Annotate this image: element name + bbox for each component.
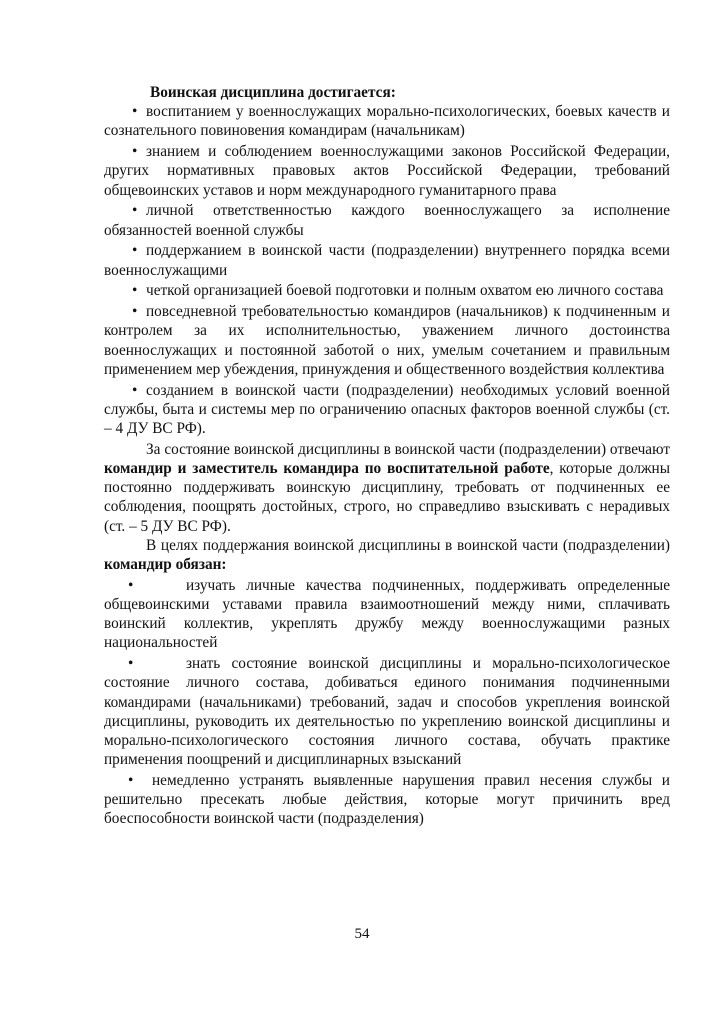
paragraph-commander-duties — [104, 536, 670, 574]
paragraph-bold-text: командир и заместитель командира по воспитательной работе — [104, 460, 550, 478]
paragraph-responsibility — [104, 440, 670, 536]
paragraph-text: , которые должны постоянно поддерживать воинскую дисциплину, требовать от подчиненных ее соблюдения, поощрять достойных, строго, но справедливо взыскивать с нерадивых (ст. – 5 ДУ ВС РФ). — [104, 460, 670, 535]
bullet-icon: • — [132, 381, 138, 399]
bullet-text: повседневной требовательностью командиров (начальников) к подчиненным и контролем за их исполнительностью, уважением личного достоинства военнослужащих и постоянной заботой о них, умелым сочетанием и правильным применением мер убеждения, принуждения и общественного воздействия коллектива — [104, 303, 670, 378]
bullet-item — [104, 576, 670, 653]
section-heading: Воинская дисциплина достигается: — [150, 84, 396, 101]
page-body — [104, 83, 670, 829]
bullet-icon: • — [132, 202, 138, 220]
bullet-icon: • — [132, 242, 138, 260]
bullet-item — [104, 654, 670, 769]
bullet-icon: • — [128, 655, 134, 673]
bullet-item — [104, 201, 670, 239]
bullet-item — [104, 102, 670, 140]
bullet-item — [104, 281, 670, 300]
bullet-text: личной ответственностью каждого военнослужащего за исполнение обязанностей военной службы — [104, 202, 670, 239]
paragraph-bold-text: командир обязан: — [104, 556, 227, 574]
bullet-icon: • — [132, 143, 138, 161]
bullet-text: немедленно устранять выявленные нарушения правил несения службы и решительно пресекать любые действия, которые могут причинить вред боеспособности воинской части (подразделения) — [104, 772, 670, 828]
bullet-icon: • — [132, 282, 138, 300]
bullet-item — [104, 302, 670, 379]
paragraph-text: В целях поддержания воинской дисциплины в воинской части (подразделении) — [146, 536, 670, 554]
bullet-icon: • — [128, 576, 134, 594]
bullet-text: знанием и соблюдением военнослужащими законов Российской Федерации, других нормативных правовых актов Российской Федерации, требований общевоинских уставов и норм международного гуманитарного права — [104, 143, 670, 199]
bullet-text: четкой организацией боевой подготовки и полным охватом ею личного состава — [146, 282, 664, 300]
bullet-text: созданием в воинской части (подразделении) необходимых условий военной службы, быта и системы мер по ограничению опасных факторов военной службы (ст. – 4 ДУ ВС РФ). — [104, 381, 670, 438]
paragraph-text: За состояние воинской дисциплины в воинской части (подразделении) отвечают — [146, 440, 670, 458]
page-number: 54 — [354, 926, 370, 942]
bullet-text: знать состояние воинской дисциплины и морально-психологическое состояние личного состава, добиваться единого понимания подчиненными командирами (начальниками) требований, задач и способов укрепления воинской дисциплины, руководить их деятельностью по укреплению воинской дисциплины и морально-психологического состояния личного состава, обучать практике применения поощрений и дисциплинарных взысканий — [104, 655, 670, 769]
bullet-icon: • — [132, 303, 138, 321]
bullet-item — [104, 241, 670, 279]
bullet-text: изучать личные качества подчиненных, поддерживать определенные общевоинскими уставами правила взаимоотношений между ними, сплачивать воинский коллектив, укреплять дружбу между военнослужащими разных национальностей — [104, 576, 670, 652]
bullet-item — [104, 142, 670, 200]
bullet-item — [104, 381, 670, 439]
bullet-text: поддержанием в воинской части (подразделении) внутреннего порядка всеми военнослужащими — [104, 242, 670, 279]
bullet-item — [104, 771, 670, 829]
bullet-text: воспитанием у военнослужащих морально-психологических, боевых качеств и сознательного повиновения командирам (начальникам) — [104, 103, 670, 140]
bullet-icon: • — [128, 772, 134, 790]
bullet-icon: • — [132, 103, 138, 121]
